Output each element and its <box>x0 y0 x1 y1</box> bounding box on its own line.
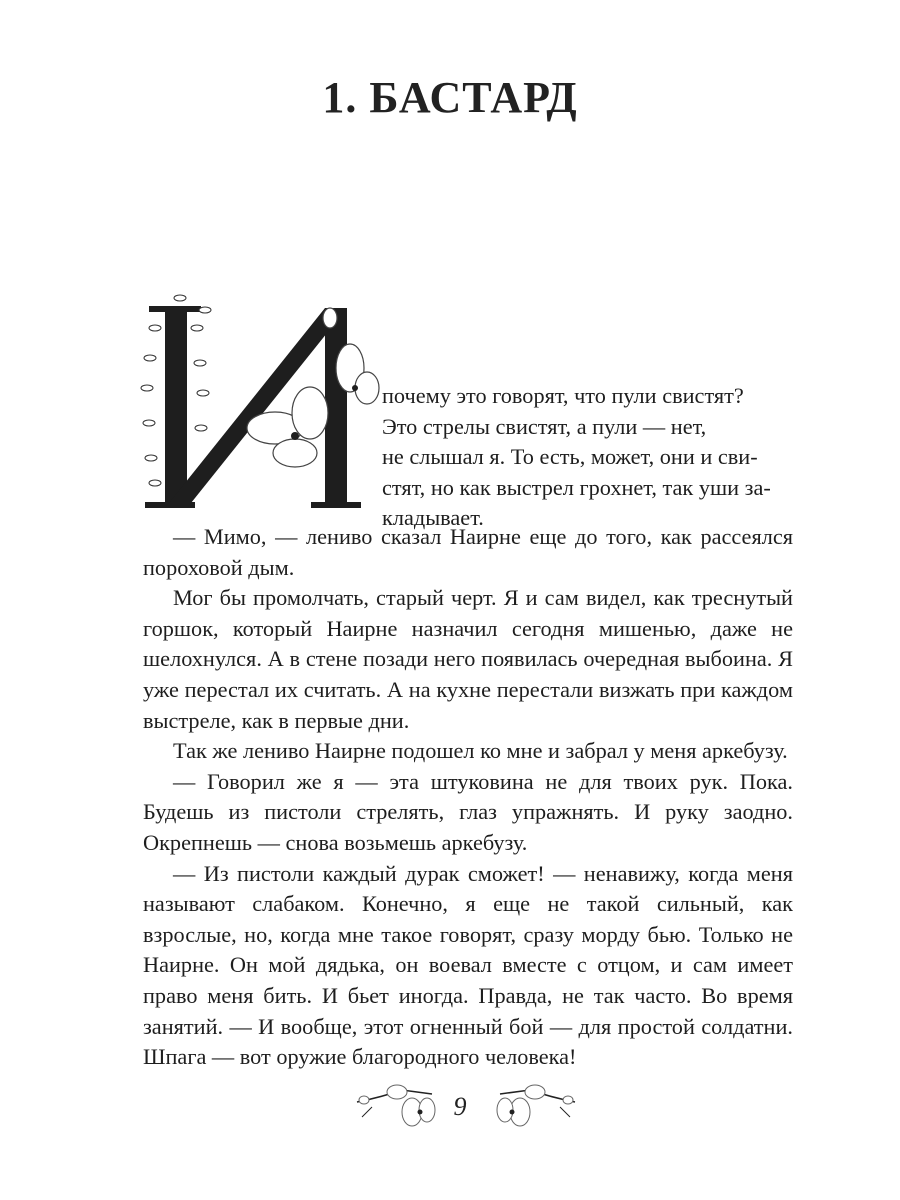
page-number: 9 <box>453 1092 467 1121</box>
chapter-body <box>143 522 793 1073</box>
intro-line: стят, но как выстрел грохнет, так уши за- <box>382 474 771 500</box>
intro-line: Это стрелы свистят, а пули — нет, <box>382 413 707 439</box>
paragraph: — Говорил же я — эта штуковина не для твоих рук. Пока. Будешь из пистоли стрелять, глаз упражнять. И руку заодно. Окрепнешь — снова возьмешь аркебузу. <box>143 768 793 855</box>
intro-line: кладывает. <box>382 505 484 531</box>
chapter-title: 1. БАСТАРД <box>322 73 578 122</box>
paragraph: Мог бы промолчать, старый черт. Я и сам видел, как треснутый горшок, который Наирне назначил сегодня мишенью, даже не шелохнулся. А в стене позади него появилась очередная выбоина. Я уже перестал их считать. А на кухне перестали визжать при каждом выстреле, как в первые дни. <box>143 585 793 733</box>
intro-text <box>382 381 794 534</box>
magnolia-ornament-left-icon <box>352 1072 442 1132</box>
intro-line: не слышал я. То есть, может, они и сви- <box>382 444 758 470</box>
magnolia-ornament-right-icon <box>490 1072 580 1132</box>
intro-line: почему это говорят, что пули свистят? <box>382 383 744 408</box>
paragraph: — Из пистоли каждый дурак сможет! — ненавижу, когда меня называют слабаком. Конечно, я еще не такой сильный, как взрослые, но, когда мне такое говорят, сразу морду бью. Только не Наирне. Он мой дядька, он воевал вместе с отцом, и сам имеет право меня бить. И бьет иногда. Правда, не так часто. Во время занятий. — И вообще, этот огненный бой — для простой солдатни. Шпага — вот оружие благородного человека! <box>143 860 793 1070</box>
floral-drop-cap-icon <box>135 288 380 513</box>
paragraph: — Мимо, — лениво сказал Наирне еще до того, как рассеялся пороховой дым. <box>143 524 793 580</box>
paragraph: Так же лениво Наирне подошел ко мне и забрал у меня аркебузу. <box>173 738 788 764</box>
